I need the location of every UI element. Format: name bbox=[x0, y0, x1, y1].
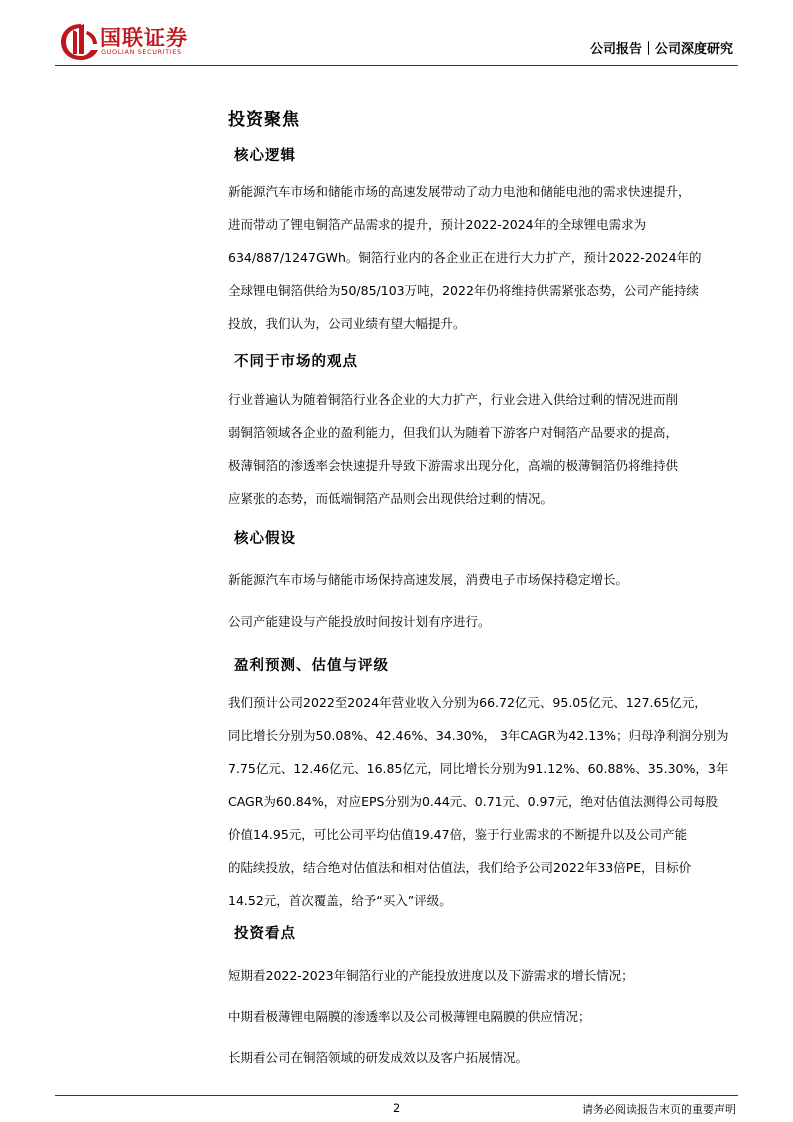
text-line: 同比增长分别为50.08%、42.46%、34.30%， 3年CAGR为42.13%；归母净利润分别为 bbox=[228, 728, 729, 743]
section-heading-investment-highlights: 投资看点 bbox=[234, 926, 296, 942]
text-line: 行业普遍认为随着铜箔行业各企业的大力扩产，行业会进入供给过剩的情况进而削 bbox=[228, 392, 679, 407]
header-divider bbox=[55, 65, 738, 66]
highlight-item: 长期看公司在铜箔领域的研发成效以及客户拓展情况。 bbox=[228, 1050, 529, 1065]
text-line: 7.75亿元、12.46亿元、16.85亿元，同比增长分别为91.12%、60.88%、35.30%，3年 bbox=[228, 761, 729, 776]
report-type: 公司报告｜公司深度研究 bbox=[589, 42, 733, 57]
footer-disclaimer: 请务必阅读报告末页的重要声明 bbox=[582, 1103, 736, 1116]
section-body-core-logic bbox=[228, 175, 748, 340]
logo-en-text: GUOLIAN SECURITIES bbox=[101, 48, 182, 56]
section-heading-differentiated-view: 不同于市场的观点 bbox=[234, 354, 358, 370]
text-line: 的陆续投放，结合绝对估值法和相对估值法，我们给予公司2022年33倍PE，目标价 bbox=[228, 860, 692, 875]
assumption-item: 公司产能建设与产能投放时间按计划有序进行。 bbox=[228, 614, 491, 629]
text-line: 我们预计公司2022至2024年营业收入分别为66.72亿元、95.05亿元、127.65亿元， bbox=[228, 695, 707, 710]
text-line: 极薄铜箔的渗透率会快速提升导致下游需求出现分化，高端的极薄铜箔仍将维持供 bbox=[228, 458, 679, 473]
footer-divider bbox=[55, 1095, 738, 1096]
page-number: 2 bbox=[393, 1101, 401, 1115]
logo-cn-text: 国联证券 bbox=[100, 26, 188, 50]
text-line: 全球锂电铜箔供给为50/85/103万吨，2022年仍将维持供需紧张态势，公司产能持续 bbox=[228, 283, 699, 298]
section-heading-forecast-rating: 盈利预测、估值与评级 bbox=[234, 658, 389, 674]
text-line: 应紧张的态势，而低端铜箔产品则会出现供给过剩的情况。 bbox=[228, 491, 554, 506]
text-line: 634/887/1247GWh。铜箔行业内的各企业正在进行大力扩产，预计2022-2024年的 bbox=[228, 250, 702, 265]
section-body-differentiated-view bbox=[228, 383, 748, 515]
highlight-item: 短期看2022-2023年铜箔行业的产能投放进度以及下游需求的增长情况； bbox=[228, 968, 634, 983]
highlight-item: 中期看极薄锂电隔膜的渗透率以及公司极薄锂电隔膜的供应情况； bbox=[228, 1009, 591, 1024]
text-line: 弱铜箔领域各企业的盈利能力，但我们认为随着下游客户对铜箔产品要求的提高， bbox=[228, 425, 679, 440]
page-title: 投资聚焦 bbox=[228, 110, 300, 130]
text-line: 进而带动了锂电铜箔产品需求的提升，预计2022-2024年的全球锂电需求为 bbox=[228, 217, 647, 232]
section-heading-core-assumptions: 核心假设 bbox=[234, 531, 296, 547]
section-body-forecast-rating bbox=[228, 686, 748, 917]
text-line: 新能源汽车市场和储能市场的高速发展带动了动力电池和储能电池的需求快速提升， bbox=[228, 184, 691, 199]
text-line: CAGR为60.84%，对应EPS分别为0.44元、0.71元、0.97元，绝对估值法测得公司每股 bbox=[228, 794, 718, 809]
text-line: 14.52元，首次覆盖，给予“买入”评级。 bbox=[228, 893, 452, 908]
assumption-item: 新能源汽车市场与储能市场保持高速发展，消费电子市场保持稳定增长。 bbox=[228, 572, 629, 587]
section-heading-core-logic: 核心逻辑 bbox=[234, 148, 296, 164]
text-line: 价值14.95元，可比公司平均估值19.47倍，鉴于行业需求的不断提升以及公司产能 bbox=[228, 827, 688, 842]
text-line: 投放，我们认为，公司业绩有望大幅提升。 bbox=[228, 316, 466, 331]
